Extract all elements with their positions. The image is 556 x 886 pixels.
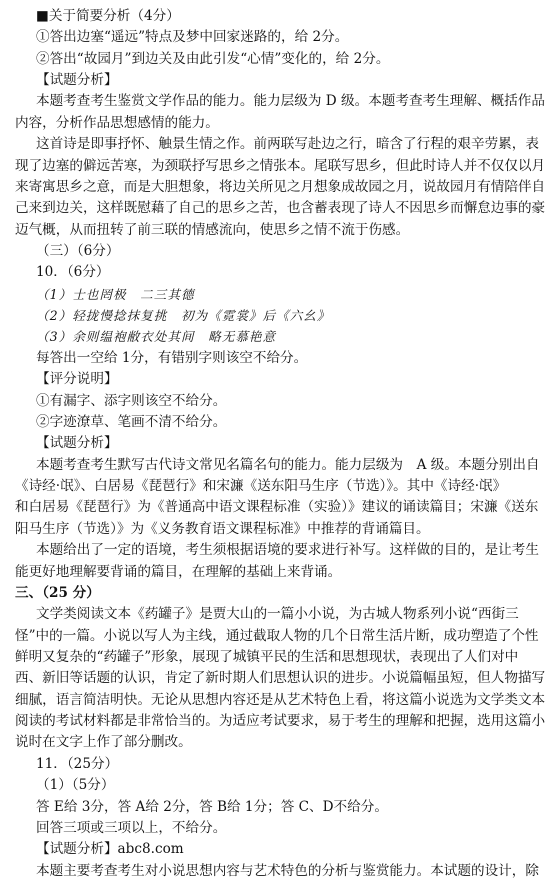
question-number: 10．（6分） xyxy=(36,264,110,281)
section-label: 【试题分析】 xyxy=(36,435,118,452)
text-line: 来寄寓思乡之意，而是大胆想象，将边关所见之月想象成故园之月，说故园月有情陪伴自 xyxy=(15,178,546,195)
text-line: 每答出一空给 1分，有错别字则该空不给分。 xyxy=(36,349,308,366)
text-line: 本题考查考生默写古代诗文常见名篇名句的能力。能力层级为 A 级。本题分别出自 xyxy=(36,456,540,473)
text-line: 怪”中的一篇。小说以写人为主线，通过截取人物的几个日常生活片断，成功塑造了个性 xyxy=(15,627,539,644)
text-line: ②答出“故园月”到边关及由此引发“心情”变化的，给 2分。 xyxy=(36,50,390,67)
answer-line: （2）轻拢慢捻抹复挑 初为《霓裳》后《六幺》 xyxy=(36,308,331,324)
text-line: 答 E给 3分，答 A给 2分，答 B给 1分；答 C、D不给分。 xyxy=(36,798,388,815)
text-line: 本题给出了一定的语境，考生须根据语境的要求进行补写。这样做的目的，是让考生 xyxy=(36,542,539,559)
section-heading: 三、（25 分） xyxy=(15,584,100,601)
section-label: 【试题分析】abc8.com xyxy=(36,841,184,858)
text-line: 细腻，语言简洁明快。无论从思想内容还是从艺术特色上看，将这篇小说选为文学类文本 xyxy=(15,691,546,708)
heading-brief-analysis: ■关于简要分析（4分） xyxy=(36,8,180,24)
text-line: 回答三项或三项以上，不给分。 xyxy=(36,819,227,836)
text-line: 阅读的考试材料都是非常恰当的。为适应考试要求，易于考生的理解和把握，选用这篇小 xyxy=(15,713,546,730)
text-line: 阳马生序（节选）》为《义务教育语文课程标准》中推荐的背诵篇目。 xyxy=(15,520,430,537)
text-line: 《诗经·氓》、白居易《琵琶行》和宋濂《送东阳马生序（节选）》。其中《诗经·氓》 xyxy=(15,478,507,495)
sub-question: （1）（5分） xyxy=(36,777,115,794)
text-line: 迈气概，从而扭转了前三联的情感流向，使思乡之情不流于伤感。 xyxy=(15,221,410,238)
text-line: 说时在文字上作了部分删改。 xyxy=(15,734,192,751)
text-line: 和白居易《琵琶行》为《普通高中语文课程标准（实验）》建议的诵读篇目；宋濂《送东 xyxy=(15,499,539,516)
text-line: 本题考查考生鉴赏文学作品的能力。能力层级为 D 级。本题考查考生理解、概括作品 xyxy=(36,93,545,110)
text-line: 己来到边关，这样既慰藉了自己的思乡之苦，也含蓄表现了诗人不因思乡而懈怠边事的豪 xyxy=(15,200,546,217)
text-line: 鲜明又复杂的“药罐子”形象，展现了城镇平民的生活和思想现状，表现出了人们对中 xyxy=(15,648,519,665)
text-line: 现了边塞的僻远苦寒，为颈联抒写思乡之情张本。尾联写思乡，但此时诗人并不仅仅以月 xyxy=(15,157,546,174)
text-line: ①有漏字、添字则该空不给分。 xyxy=(36,392,227,409)
text-line: ①答出边塞“遥远”特点及梦中回家迷路的，给 2分。 xyxy=(36,29,349,46)
text-line: 文学类阅读文本《药罐子》是贾大山的一篇小小说，为古城人物系列小说“西街三 xyxy=(36,606,519,623)
text-line: 内容，分析作品思想感情的能力。 xyxy=(15,114,219,131)
text-line: 西、新旧等话题的认识，肯定了新时期人们思想认识的进步。小说篇幅虽短，但人物描写 xyxy=(15,670,546,687)
answer-line: （3）余则缊袍敝衣处其间 略无慕艳意 xyxy=(36,329,277,345)
text-line: 这首诗是即事抒怀、触景生情之作。前两联写赴边之行，暗含了行程的艰辛劳累，表 xyxy=(36,136,539,153)
text-line: 能更好地理解要背诵的篇目，在理解的基础上来背诵。 xyxy=(15,563,342,580)
section-label: 【评分说明】 xyxy=(36,371,118,388)
section-heading: （三）（6分） xyxy=(36,243,120,260)
answer-line: （1）士也罔极 二三其德 xyxy=(36,286,195,302)
section-label: 【试题分析】 xyxy=(36,72,118,89)
question-number: 11．（25分） xyxy=(36,755,119,772)
text-line: 本题主要考查考生对小说思想内容与艺术特色的分析与鉴赏能力。本试题的设计，除 xyxy=(36,862,539,879)
text-line: ②字迹潦草、笔画不清不给分。 xyxy=(36,413,227,430)
